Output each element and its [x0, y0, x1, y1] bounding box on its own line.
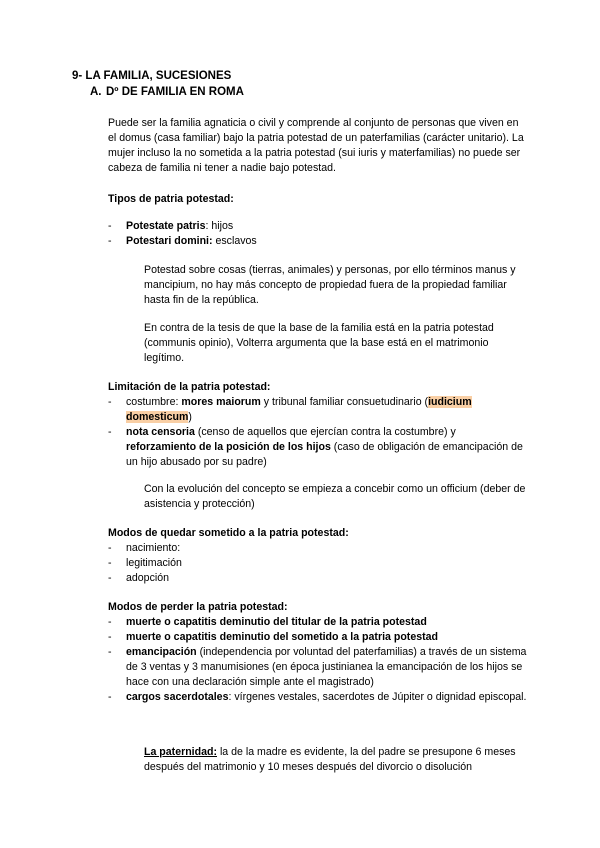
list-item [108, 425, 528, 470]
paternidad-block [108, 745, 528, 775]
tipos-item-bold: Potestate patris [126, 220, 206, 232]
limitacion-title: Limitación de la patria potestad: [108, 381, 271, 393]
limitacion-item2-bold1: nota censoria [126, 426, 195, 438]
dash-bullet: - [108, 542, 112, 554]
list-item [108, 690, 528, 705]
list-item [108, 571, 528, 586]
perder-item1: muerte o capatitis deminutio del titular de la patria potestad [126, 616, 427, 628]
quedar-block [108, 526, 528, 586]
chapter-heading: 9- LA FAMILIA, SUCESIONES [72, 70, 232, 82]
intro-paragraph: Puede ser la familia agnaticia o civil y comprende al conjunto de personas que viven en el domus (casa familiar) bajo la patria potestad de un paterfamilias (carácter unitario). La mujer incluso la no sometida a la patria potestad (sui iuris y materfamilias) no puede ser cabeza de familia ni tener a nadie bajo potestad. [108, 117, 524, 174]
tipos-item-text: : hijos [205, 220, 234, 232]
section-letter: A. [90, 86, 102, 98]
limitacion-item2-bold2: reforzamiento de la posición de los hijos [126, 441, 331, 453]
perder-block [108, 600, 528, 705]
tipos-item-text: esclavos [212, 235, 257, 247]
list-item [108, 395, 528, 425]
intro-block [108, 116, 528, 176]
list-item [108, 645, 528, 690]
limitacion-item1-close: ) [188, 411, 192, 423]
dash-bullet: - [108, 220, 112, 232]
limitacion-item2-text2: (caso de obligación de emancipación de un hijo abusado por su padre) [126, 441, 523, 468]
dash-bullet: - [108, 691, 112, 703]
tipos-item-bold: Potestari domini: [126, 235, 213, 247]
limitacion-block [108, 380, 528, 470]
dash-bullet: - [108, 631, 112, 643]
perder-item3-text: (independencia por voluntad del paterfamilias) a través de un sistema de 3 ventas y 3 manumisiones (en época justinianea la emancipación de los hijos se hace con una declaración simple ante el magistrado) [126, 646, 527, 688]
perder-item2: muerte o capatitis deminutio del sometido a la patria potestad [126, 631, 438, 643]
limitacion-item1-text: costumbre: [126, 396, 182, 408]
limitacion-item1-bold: mores maiorum [181, 396, 261, 408]
perder-title: Modos de perder la patria potestad: [108, 601, 288, 613]
perder-item4-bold: cargos sacerdotales [126, 691, 229, 703]
paternidad-label: La paternidad: [144, 746, 217, 758]
dash-bullet: - [108, 426, 112, 438]
limitacion-paragraph: Con la evolución del concepto se empieza a concebir como un officium (deber de asistencia y protección) [144, 483, 526, 510]
list-item [108, 234, 528, 249]
highlighted-term: iudicium domesticum [126, 396, 472, 423]
tipos-list [108, 219, 528, 249]
tipos-title: Tipos de patria potestad: [108, 193, 234, 205]
quedar-title: Modos de quedar sometido a la patria potestad: [108, 527, 349, 539]
limitacion-para-block [108, 482, 528, 512]
dash-bullet: - [108, 616, 112, 628]
tipos-paragraph-1: Potestad sobre cosas (tierras, animales) y personas, por ello términos manus y mancipium, no hay más concepto de propiedad fuera de la propiedad familiar hasta fin de la república. [144, 264, 516, 306]
section-heading [90, 86, 244, 98]
list-item [108, 630, 528, 645]
dash-bullet: - [108, 646, 112, 658]
dash-bullet: - [108, 235, 112, 247]
dash-bullet: - [108, 572, 112, 584]
list-item [108, 556, 528, 571]
tipos-title-block [108, 192, 528, 207]
list-item [108, 615, 528, 630]
dash-bullet: - [108, 557, 112, 569]
tipos-para2-block [108, 321, 528, 366]
list-item [108, 541, 528, 556]
perder-item4-text: : vírgenes vestales, sacerdotes de Júpiter o dignidad episcopal. [228, 691, 527, 703]
paternidad-text: la de la madre es evidente, la del padre se presupone 6 meses después del matrimonio y 10 meses después del divorcio o disolución [144, 746, 516, 773]
list-item [108, 219, 528, 234]
limitacion-item2-text1: (censo de aquellos que ejercían contra la costumbre) y [194, 426, 456, 438]
section-title: Dº DE FAMILIA EN ROMA [106, 86, 244, 98]
quedar-item: nacimiento: [126, 542, 181, 554]
dash-bullet: - [108, 396, 112, 408]
tipos-para1-block [108, 263, 528, 308]
limitacion-item1-text2: y tribunal familiar consuetudinario ( [260, 396, 429, 408]
perder-item3-bold: emancipación [126, 646, 197, 658]
quedar-item: legitimación [126, 557, 182, 569]
quedar-item: adopción [126, 572, 170, 584]
tipos-paragraph-2: En contra de la tesis de que la base de la familia está en la patria potestad (communis opinio), Volterra argumenta que la base está en el matrimonio legítimo. [144, 322, 494, 364]
